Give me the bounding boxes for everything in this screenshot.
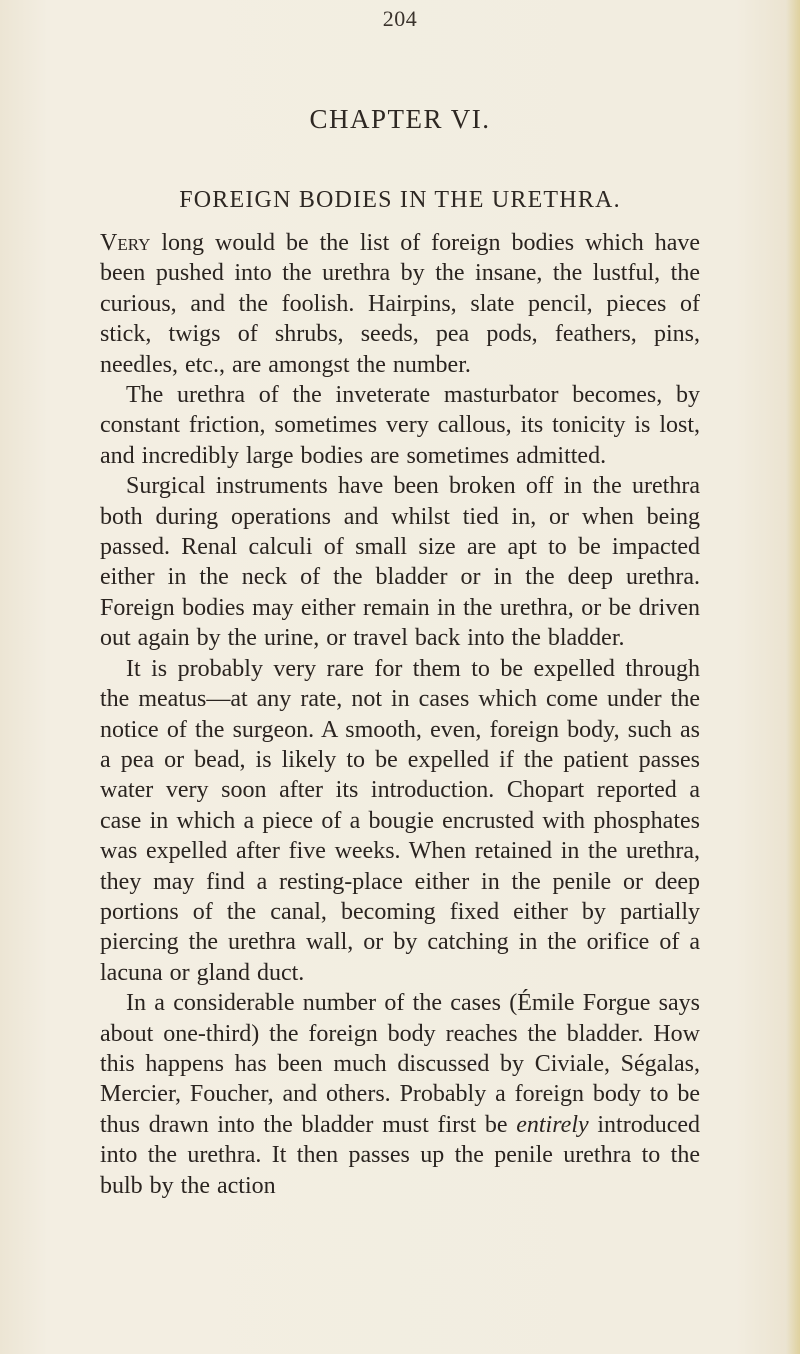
chapter-heading: CHAPTER VI. [309,104,491,134]
paragraph-text: introduced into the urethra. It then passes up the penile urethra to the bulb by the action [100,1111,700,1199]
paragraph-2: The urethra of the inveterate masturbator becomes, by constant friction, sometimes very callous, its tonicity is lost, and incredibly large bodies are sometimes admitted. [100,382,700,469]
paragraph-text: In a considerable number of the cases (Émile Forgue says about one-third) the foreign body reaches the bladder. How this happens has been much discussed by Civiale, Ségalas, Mercier, Foucher, and others. Probably a foreign body to be thus drawn into the bladder must first be [100,990,700,1138]
paragraph-5 [100,988,700,1201]
paragraph-text: long would be the list of foreign bodies which have been pushed into the urethra by the insane, the lustful, the curious, and the foolish. Hairpins, slate pencil, pieces of stick, twigs of shrubs, seeds, pea pods, feathers, pins, needles, etc., are amongst the number. [100,230,700,378]
paragraph-3: Surgical instruments have been broken off in the urethra both during operations and whilst tied in, or when being passed. Renal calculi of small size are apt to be impacted either in the neck of the bladder or in the deep urethra. Foreign bodies may either remain in the urethra, or be driven out again by the urine, or travel back into the bladder. [100,473,700,652]
page-number: 204 [382,6,418,31]
paragraph-1 [100,228,700,380]
section-heading: FOREIGN BODIES IN THE URETHRA. [179,187,621,213]
emphasized-word: entirely [516,1111,589,1138]
paragraph-lead-word: Very [100,230,151,256]
body-text [100,228,700,1201]
paragraph-4: It is probably very rare for them to be expelled through the meatus—at any rate, not in cases which come under the notice of the surgeon. A smooth, even, foreign body, such as a pea or bead, is likely to be expelled if the patient passes water very soon after its introduction. Chopart reported a case in which a piece of a bougie encrusted with phosphates was expelled after five weeks. When retained in the urethra, they may find a resting-place either in the penile or deep portions of the canal, becoming fixed either by partially piercing the urethra wall, or by catching in the orifice of a lacuna or gland duct. [100,655,700,986]
